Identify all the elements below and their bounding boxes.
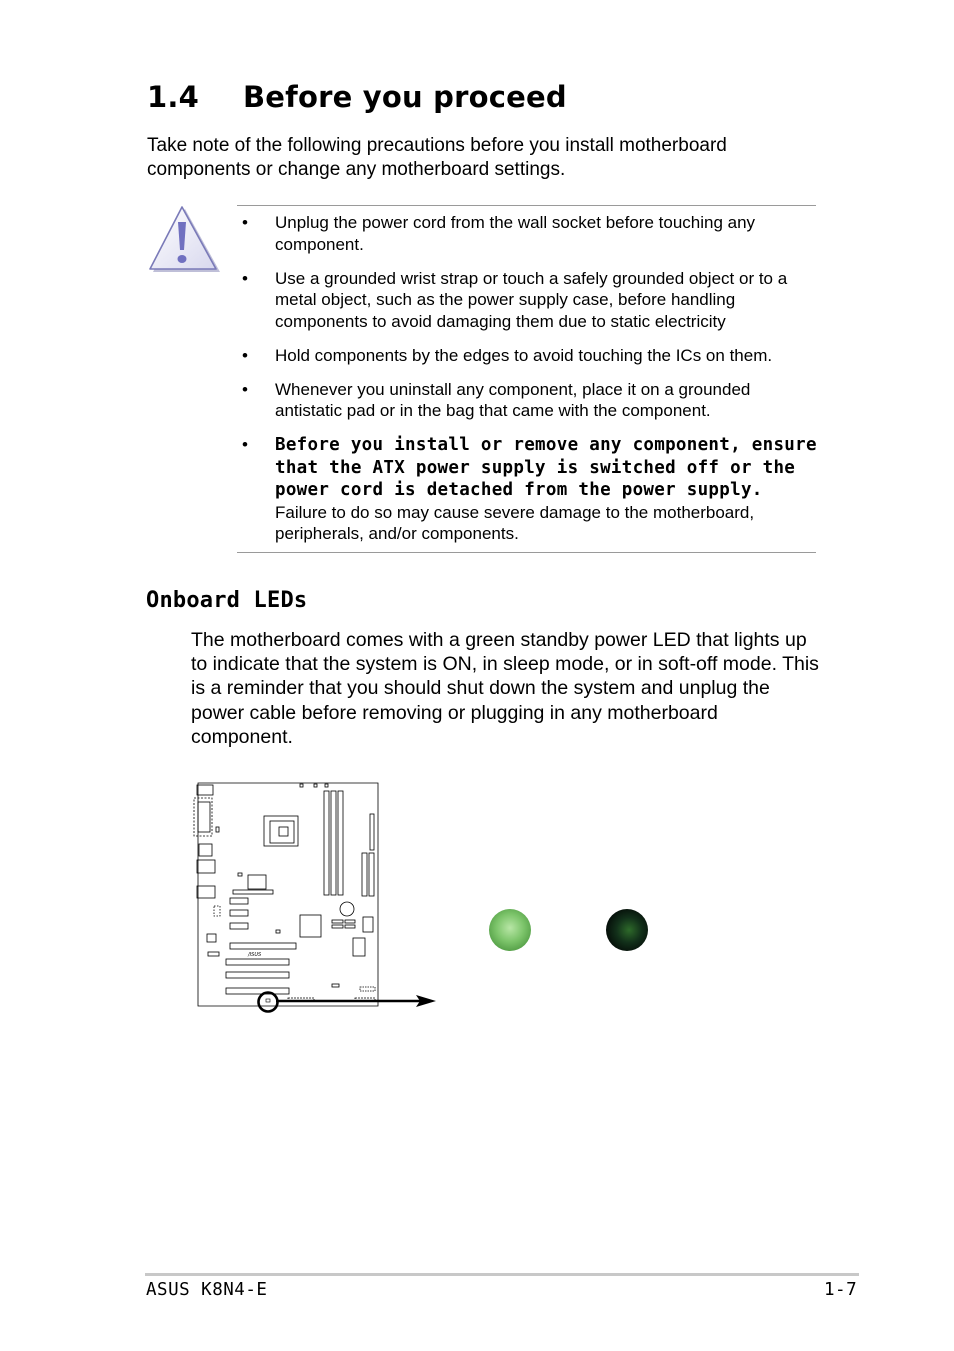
precaution-text: Hold components by the edges to avoid touching the ICs on them. (275, 345, 773, 365)
section-heading (147, 80, 567, 114)
precautions-list (240, 212, 818, 557)
precaution-text: Failure to do so may cause severe damage to the motherboard, peripherals, and/or components. (275, 502, 755, 543)
section-title: Before you proceed (243, 80, 567, 114)
list-item: • Use a grounded wrist strap or touch a safely grounded object or to a metal object, such as the power supply case, before handling components to avoid damaging them due to static electricity (242, 268, 788, 331)
leds-paragraph: The motherboard comes with a green standby power LED that lights up to indicate that the system is ON, in sleep mode, or in soft-off mode. This is a reminder that you should shut down the system and unplug the power cable before removing or plugging in any motherboard component. (191, 629, 819, 748)
footer-product-name: ASUS K8N4-E (146, 1280, 268, 1300)
footer-page-number: 1-7 (824, 1280, 858, 1300)
precaution-bold-text: Before you install or remove any component, ensure that the ATX power supply is switched off or the power cord is detached from the power supply. (275, 435, 817, 500)
precaution-text: Whenever you uninstall any component, place it on a grounded antistatic pad or in the bag that came with the component. (275, 379, 751, 420)
warning-exclamation-icon (148, 204, 220, 274)
warning-top-rule (237, 205, 816, 206)
led-on-indicator (487, 907, 533, 953)
footer-rule (145, 1273, 859, 1276)
list-item: • Before you install or remove any component, ensure that the ATX power supply is switched off or the power cord is detached from the power supply. Failure to do so may cause severe damage to the motherboard, peripherals, and/or components. (242, 435, 817, 543)
led-off-indicator (604, 907, 650, 953)
precaution-text: Unplug the power cord from the wall socket before touching any component. (275, 213, 756, 254)
motherboard-diagram (190, 780, 450, 1020)
warning-bottom-rule (237, 552, 816, 553)
board-logo: /ISUS (248, 952, 262, 958)
intro-paragraph: Take note of the following precautions before you install motherboard components or change any motherboard settings. (147, 135, 727, 180)
subsection-title: Onboard LEDs (146, 588, 308, 613)
motherboard-layout-figure (190, 780, 450, 1020)
list-item: • Hold components by the edges to avoid touching the ICs on them. (242, 345, 773, 365)
section-number: 1.4 (147, 80, 199, 114)
list-item: • Whenever you uninstall any component, place it on a grounded antistatic pad or in the bag that came with the component. (242, 379, 751, 420)
list-item: • Unplug the power cord from the wall socket before touching any component. (242, 213, 756, 254)
precaution-text: Use a grounded wrist strap or touch a safely grounded object or to a metal object, such as the power supply case, before handling components to avoid damaging them due to static electricity (275, 268, 788, 331)
